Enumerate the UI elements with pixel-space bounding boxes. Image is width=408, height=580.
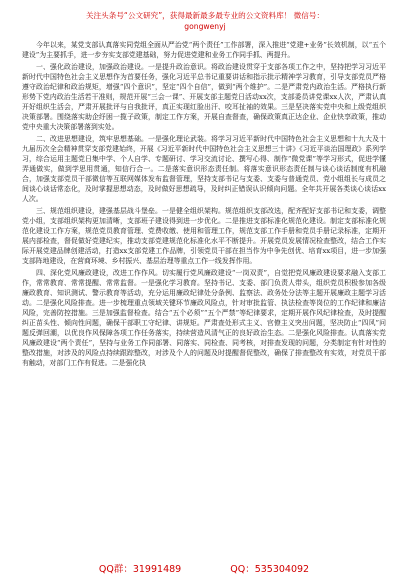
document-body [22, 40, 386, 370]
section-political-construction: 一、强化政治建设，加强政治建设。一是提升政治意识。将政治建设贯穿于支部各项工作之中，坚持把学习习近平新时代中国特色社会主义思想作为首要任务，强化习近平总书记重要讲话和指示批示精神学习教育，引导支部党员严格遵守政治纪律和政治规矩，增强“四个意识”，坚定“四个自信”，做到“两个维护”。二是严肃党内政治生活。严格执行新形势下党内政治生活若干准则，规范开展“三会一课”、开展支部主题党日活动xx次，支部委员讲党课xx人次，严肃认真开好组织生活会，严肃开展批评与自我批评，真正实现红脸出汗、咬耳扯袖的效果。三是坚决落实党中央和上级党组织决策部署。围绕落实助企纾困一揽子政策，制定工作方案，开展自查督查，确保政策真正达企业、企业快享政策，推动党中央重大决策部署落到实处。 [22, 63, 386, 131]
banner-line-2: gongwenyj [184, 22, 226, 31]
intro-paragraph: 今年以来，某党支部认真落实同党组全面从严治党“两个责任”工作部署，深入推进“党建+业务”长效机制，以“五个建设”为主要抓手，进一步夯实支部党建基础，努力促进党建和业务工作同手抓、两提升。 [22, 41, 386, 59]
qq-group-number: QQ群：31991489 [98, 564, 182, 575]
footer-contact [0, 561, 408, 575]
section-ideological-construction: 二、改进思想建设，筑牢思想基础。一是强化理论武装。将学习习近平新时代中国特色社会主义思想和十九大及十九届历次全会精神贯穿支部党建始终，开展《习近平新时代中国特色社会主义思想三十讲》《习近平谈治国理政》系列学习，综合运用主题党日集中学、个人自学、专题研讨、学习交流讨论、撰写心得、制作“微党课”等学习形式，促进学懂弄通做实，做到学思用贯通，知信行合一。二是落实意识形态责任制。将落实意识形态责任制与谈心谈话制度有机融合，加强支部党员干部微信等互联网媒体发布监督管理，坚持支部书记与支委、支委与普通党员、党小组组长与成员之间谈心谈话常态化，及时掌握思想动态，及时做好思想疏导，及时纠正错误认识倾向问题。全年共开展各类谈心谈话xx人次。 [22, 135, 386, 203]
qq-number: QQ：535304092 [230, 564, 310, 575]
banner-line-1: 关注头条号“公文研究”，获得最新最多最专业的公文资料库！ 微信号： [85, 11, 325, 20]
section-integrity-construction: 四、深化党风廉政建设，改进工作作风。切实履行党风廉政建设“一岗双责”，自觉把党风廉政建设要求融入支部工作，常常教育、常常提醒、常常监督。一是强化学习教育。坚持书记、支委、部门负责人带头，组织党员积极参加各级廉政教育、知识测试、警示教育等活动，充分运用廉政纪律处分条例、监察法、政务处分法等主题开展廉政主题学习活动。二是强化风险排查。进一步梳理重点领域关键环节廉政风险点，针对审批监管、执法检查等岗位的工作纪律和廉洁风险，完善防控措施。三是加强监督检查。结合“五个必须”“五个严禁”等纪律要求，定期开展作风纪律检查，及时提醒纠正苗头性、倾向性问题，确保干部职工守纪律、讲规矩。严肃查处形式主义、官僚主义突出问题，坚决防止“四风”问题反弹回潮，以优良作风保障各项工作任务落实，持续营造风清气正的良好政治生态。二是强化风险排查。认真落实党风廉政建设“两个责任”，坚持与业务工作同部署、同落实、同检查、同考核，对排查发现的问题，分类制定有针对性的整改措施，对涉及的风险点持续跟踪整改，对涉及个人的问题及时提醒督促整改，确保了排查整改有实效，对党员干部有触动，对部门工作有促进。二是强化执 [22, 269, 386, 367]
header-banner [40, 10, 370, 32]
section-organizational-construction: 三、规范组织建设，建强基层战斗堡垒。一是健全组织架构。规范组织支部改选，配齐配好支部书记和支委，调整党小组，支部组织架构更加清晰，支部班子建设得到进一步优化。二是推进支部标准化规范化建设。制定支部标准化规范化建设工作方案，规范党员教育管理、党费收缴、使用和管理工作，规范支部工作手册和党员手册记录标准，定期开展内部检查，督促做好党建纪实，推动支部党建规范化标准化水平不断提升。开展党员发展情况检查整改，结合工作实际开展党建品牌创建活动，打造xx支部党建工作品牌，引领党员干部在担当作为中争先创优、培育xx项目，进一步加强支部阵地建设，在营商环境、乡村振兴、基层治理等重点工作一线发挥作用。 [22, 207, 386, 265]
